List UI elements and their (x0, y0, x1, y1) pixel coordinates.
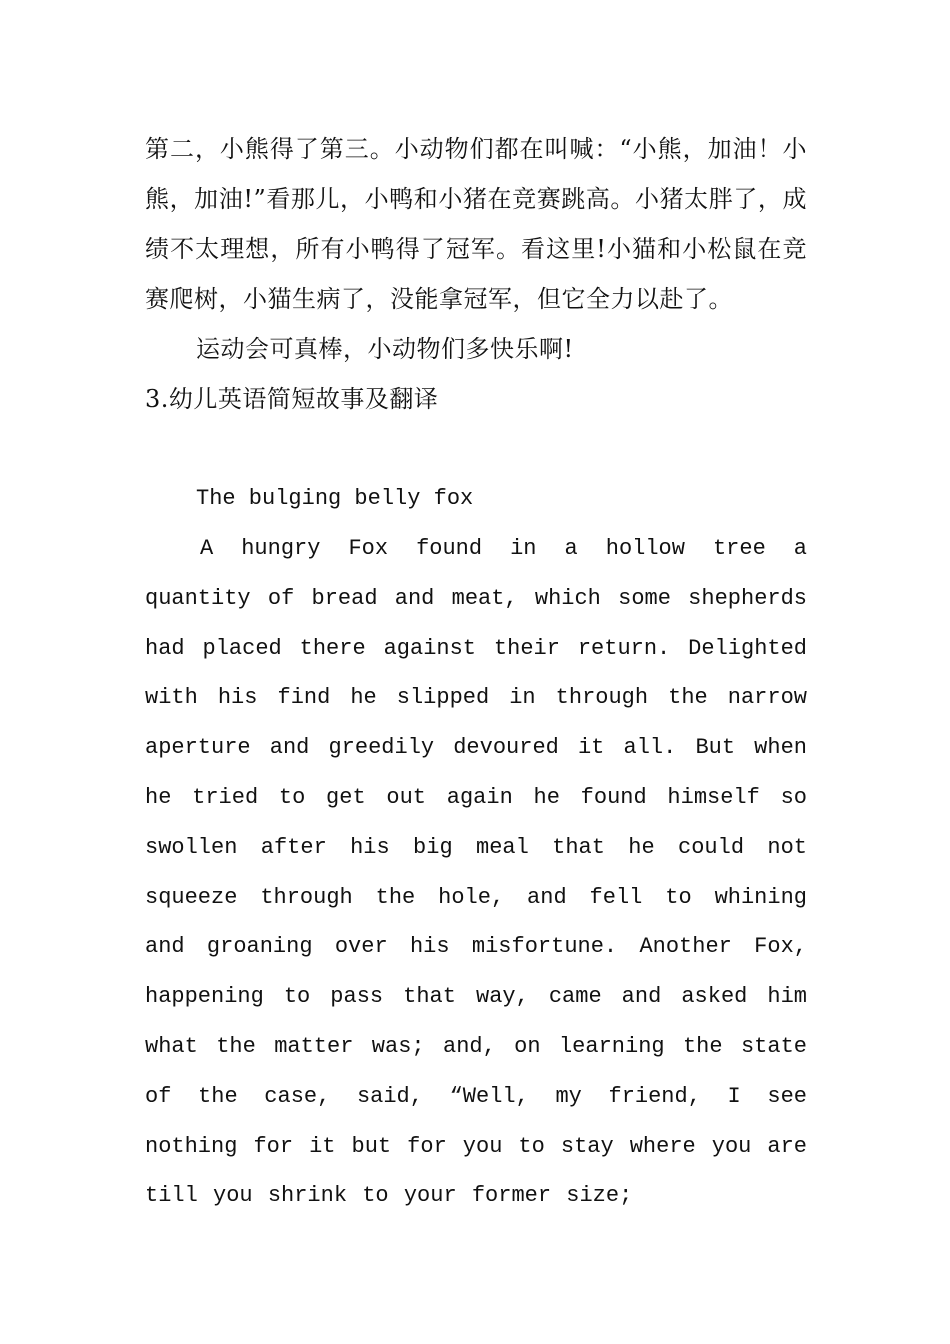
document-content (145, 124, 807, 1221)
blank-line (145, 424, 807, 474)
story-body: A hungry Fox found in a hollow tree a quantity of bread and meat, which some shepherds had placed there against their return. Delighted with his find he slipped in through the narrow aperture and greedily devoured it all. But when he tried to get out again he found himself so swollen after his big meal that he could not squeeze through the hole, and fell to whining and groaning over his misfortune. Another Fox, happening to pass that way, came and asked him what the matter was; and, on learning the state of the case, said, “Well, my friend, I see nothing for it but for you to stay where you are till you shrink to your former size; (145, 536, 807, 1209)
story-title: The bulging belly fox (196, 486, 474, 511)
chinese-paragraph-conclusion: 运动会可真棒，小动物们多快乐啊! (196, 335, 574, 363)
section-heading: 3.幼儿英语简短故事及翻译 (145, 385, 439, 413)
chinese-paragraph-sports-meet: 第二，小熊得了第三。小动物们都在叫喊：“小熊，加油！小熊，加油!”看那儿，小鸭和小猪在竞赛跳高。小猪太胖了，成绩不太理想，所有小鸭得了冠军。看这里!小猫和小松鼠在竞赛爬树，小猫生病了，没能拿冠军，但它全力以赴了。 (145, 135, 807, 313)
